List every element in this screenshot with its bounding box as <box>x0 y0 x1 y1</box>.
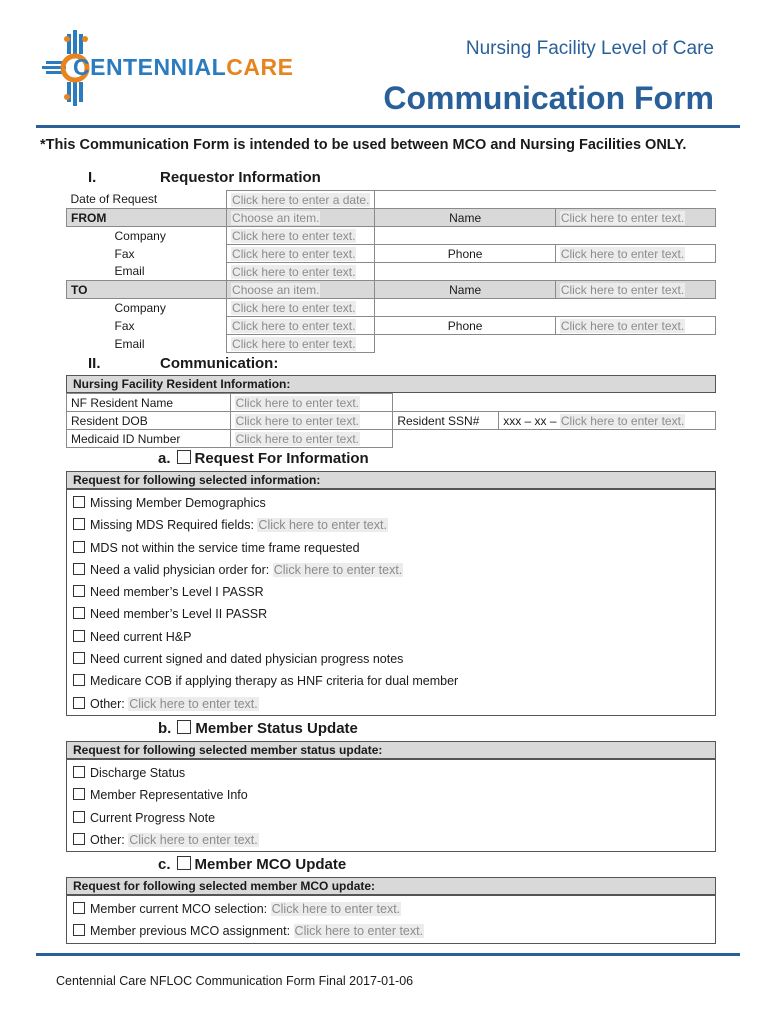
checkbox-icon[interactable] <box>73 766 85 778</box>
nf-resident-name-label: NF Resident Name <box>67 394 231 412</box>
section-c-heading <box>158 856 346 873</box>
checkbox-option[interactable] <box>73 920 709 942</box>
to-company-field[interactable]: Click here to enter text. <box>227 299 375 317</box>
checkbox-option[interactable] <box>73 693 709 715</box>
section-title: Member MCO Update <box>194 856 347 873</box>
section-c-options <box>66 895 716 944</box>
logo-text-b: CARE <box>226 54 294 80</box>
section-number: I. <box>88 169 97 186</box>
medicaid-id-label: Medicaid ID Number <box>67 430 231 448</box>
to-fax-field[interactable]: Click here to enter text. <box>227 317 375 335</box>
option-label: Current Progress Note <box>90 810 216 825</box>
request-for-information-checkbox[interactable] <box>177 450 191 464</box>
checkbox-icon[interactable] <box>73 697 85 709</box>
checkbox-icon[interactable] <box>73 833 85 845</box>
from-fax-label: Fax <box>114 246 135 261</box>
section-b-options <box>66 759 716 852</box>
requestor-table <box>66 190 716 353</box>
checkbox-option[interactable] <box>73 762 709 784</box>
section-number: II. <box>88 355 101 372</box>
medicaid-id-field[interactable]: Click here to enter text. <box>230 430 393 448</box>
checkbox-option[interactable] <box>73 581 709 603</box>
checkbox-option[interactable] <box>73 492 709 514</box>
footer-divider <box>36 953 740 956</box>
checkbox-option[interactable] <box>73 514 709 536</box>
option-label: Member Representative Info <box>90 788 248 803</box>
option-label: Need member’s Level II PASSR <box>90 607 268 622</box>
to-company-label: Company <box>114 300 166 315</box>
checkbox-option[interactable] <box>73 784 709 806</box>
nf-resident-name-field[interactable]: Click here to enter text. <box>230 394 393 412</box>
resident-dob-field[interactable]: Click here to enter text. <box>230 412 393 430</box>
to-label: TO <box>67 281 227 299</box>
option-label: Missing MDS Required fields: <box>90 518 258 533</box>
checkbox-icon[interactable] <box>73 902 85 914</box>
from-email-field[interactable]: Click here to enter text. <box>227 263 375 281</box>
section-b-heading <box>158 720 358 737</box>
checkbox-option[interactable] <box>73 537 709 559</box>
header-divider <box>36 125 740 128</box>
usage-notice: *This Communication Form is intended to be used between MCO and Nursing Facilities ONLY. <box>40 137 687 153</box>
checkbox-icon[interactable] <box>73 788 85 800</box>
checkbox-icon[interactable] <box>73 496 85 508</box>
checkbox-option[interactable] <box>73 603 709 625</box>
from-phone-field[interactable]: Click here to enter text. <box>555 245 715 263</box>
resident-info-table <box>66 393 716 448</box>
from-name-field[interactable]: Click here to enter text. <box>555 209 715 227</box>
from-fax-field[interactable]: Click here to enter text. <box>227 245 375 263</box>
option-text-field[interactable]: Click here to enter text. <box>129 696 258 711</box>
option-label: Member current MCO selection: <box>90 902 271 916</box>
form-subtitle: Nursing Facility Level of Care <box>465 38 714 59</box>
centennial-care-logo <box>40 26 294 110</box>
section-b-header: Request for following selected member status update: <box>66 741 716 759</box>
to-name-label: Name <box>375 281 555 299</box>
section-a-header: Request for following selected information: <box>66 471 716 489</box>
to-name-field[interactable]: Click here to enter text. <box>555 281 715 299</box>
checkbox-option[interactable] <box>73 670 709 692</box>
option-text-field[interactable]: Click here to enter text. <box>129 832 258 847</box>
section-letter: a. <box>158 450 171 467</box>
option-label: Medicare COB if applying therapy as HNF criteria for dual member <box>90 674 459 689</box>
option-label: Need a valid physician order for: <box>90 562 273 577</box>
section-letter: b. <box>158 720 172 737</box>
to-phone-label: Phone <box>375 317 555 335</box>
logo-text-a: CENTENNIAL <box>73 54 227 80</box>
section-letter: c. <box>158 856 171 873</box>
resident-info-header: Nursing Facility Resident Information: <box>66 375 716 393</box>
checkbox-option[interactable] <box>73 648 709 670</box>
resident-dob-label: Resident DOB <box>67 412 231 430</box>
to-fax-label: Fax <box>114 318 135 333</box>
option-text-field[interactable]: Click here to enter text. <box>273 562 403 577</box>
from-phone-label: Phone <box>375 245 555 263</box>
from-name-label: Name <box>375 209 555 227</box>
option-label: Other: <box>90 696 129 711</box>
option-label: Need current H&P <box>90 629 192 644</box>
checkbox-option[interactable] <box>73 626 709 648</box>
from-email-label: Email <box>114 264 145 279</box>
member-status-update-checkbox[interactable] <box>177 720 191 734</box>
section-a-heading <box>158 450 369 467</box>
form-title: Communication Form <box>383 80 714 116</box>
checkbox-option[interactable] <box>73 829 709 851</box>
date-of-request-label: Date of Request <box>70 192 158 207</box>
date-of-request-field[interactable]: Click here to enter a date. <box>227 191 375 209</box>
section-requestor-heading <box>88 169 321 186</box>
checkbox-icon[interactable] <box>73 518 85 530</box>
option-label: Need current signed and dated physician progress notes <box>90 652 404 667</box>
option-label: MDS not within the service time frame requested <box>90 540 360 555</box>
checkbox-icon[interactable] <box>73 541 85 553</box>
checkbox-option[interactable] <box>73 898 709 920</box>
from-label: FROM <box>67 209 227 227</box>
option-text-field[interactable]: Click here to enter text. <box>271 902 401 916</box>
option-label: Member previous MCO assignment: <box>90 924 294 939</box>
checkbox-icon[interactable] <box>73 607 85 619</box>
checkbox-icon[interactable] <box>73 585 85 597</box>
checkbox-icon[interactable] <box>73 924 85 936</box>
checkbox-option[interactable] <box>73 559 709 581</box>
section-title: Member Status Update <box>195 720 358 737</box>
footer-text: Centennial Care NFLOC Communication Form Final 2017-01-06 <box>56 974 414 988</box>
to-choose-item[interactable]: Choose an item. <box>227 281 375 299</box>
section-c-header: Request for following selected member MCO update: <box>66 877 716 895</box>
option-label: Missing Member Demographics <box>90 496 266 510</box>
checkbox-icon[interactable] <box>73 563 85 575</box>
from-choose-item[interactable]: Choose an item. <box>227 209 375 227</box>
resident-ssn-label: Resident SSN# <box>393 412 499 430</box>
section-title: Request For Information <box>194 450 369 467</box>
to-email-field[interactable]: Click here to enter text. <box>227 335 375 353</box>
section-a-options <box>66 489 716 716</box>
member-mco-update-checkbox[interactable] <box>177 856 191 870</box>
to-email-label: Email <box>114 336 145 351</box>
section-communication-heading <box>88 355 278 372</box>
checkbox-icon[interactable] <box>73 652 85 664</box>
resident-ssn-field[interactable]: xxx – xx – Click here to enter text. <box>499 412 716 430</box>
option-label: Need member’s Level I PASSR <box>90 585 264 600</box>
option-text-field[interactable]: Click here to enter text. <box>258 518 387 533</box>
to-phone-field[interactable]: Click here to enter text. <box>555 317 715 335</box>
from-company-field[interactable]: Click here to enter text. <box>227 227 375 245</box>
checkbox-option[interactable] <box>73 807 709 829</box>
from-company-label: Company <box>114 228 166 243</box>
section-title: Communication: <box>160 355 279 372</box>
option-label: Discharge Status <box>90 766 186 780</box>
section-title: Requestor Information <box>160 169 321 186</box>
option-label: Other: <box>90 832 129 847</box>
option-text-field[interactable]: Click here to enter text. <box>294 924 424 939</box>
checkbox-icon[interactable] <box>73 674 85 686</box>
checkbox-icon[interactable] <box>73 811 85 823</box>
checkbox-icon[interactable] <box>73 630 85 642</box>
